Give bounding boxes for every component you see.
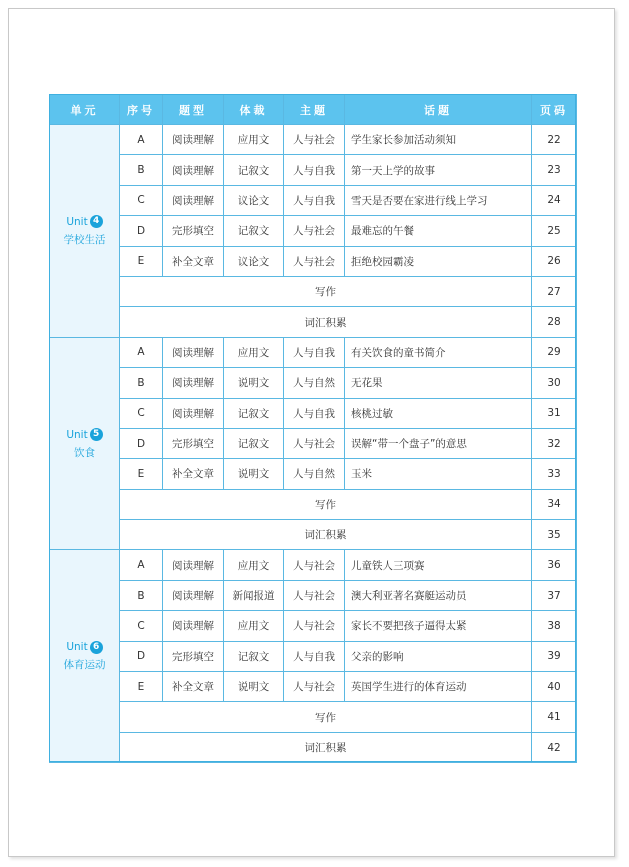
cell-index: D (120, 216, 163, 246)
unit-label: Unit (66, 428, 88, 441)
cell-genre: 议论文 (224, 246, 284, 276)
cell-index: B (120, 155, 163, 185)
cell-page: 38 (532, 611, 577, 641)
writing-label[interactable]: 写作 (120, 489, 532, 519)
cell-topic[interactable]: 核桃过敏 (345, 398, 532, 428)
cell-topic[interactable]: 误解“带一个盘子”的意思 (345, 428, 532, 458)
cell-topic[interactable]: 学生家长参加活动须知 (345, 125, 532, 155)
cell-theme: 人与自我 (284, 641, 345, 671)
table-row (50, 155, 577, 185)
unit-name: 饮食 (74, 446, 95, 459)
unit-heading (50, 426, 119, 444)
cell-topic[interactable]: 家长不要把孩子逼得太紧 (345, 611, 532, 641)
cell-type: 补全文章 (163, 672, 224, 702)
cell-index: A (120, 125, 163, 155)
cell-page: 32 (532, 428, 577, 458)
writing-label[interactable]: 写作 (120, 276, 532, 306)
cell-theme: 人与自我 (284, 185, 345, 215)
writing-label[interactable]: 写作 (120, 702, 532, 732)
cell-genre: 应用文 (224, 550, 284, 580)
cell-index: D (120, 641, 163, 671)
header-type: 题型 (163, 95, 224, 125)
header-genre: 体裁 (224, 95, 284, 125)
contents-table (49, 94, 577, 763)
cell-topic[interactable]: 无花果 (345, 368, 532, 398)
cell-topic[interactable]: 澳大利亚著名赛艇运动员 (345, 580, 532, 610)
table-row (50, 337, 577, 367)
cell-topic[interactable]: 最难忘的午餐 (345, 216, 532, 246)
writing-row (50, 702, 577, 732)
cell-page: 29 (532, 337, 577, 367)
cell-theme: 人与社会 (284, 246, 345, 276)
table-row (50, 216, 577, 246)
unit-heading (50, 213, 119, 231)
table-row (50, 611, 577, 641)
cell-index: E (120, 246, 163, 276)
header-topic: 话题 (345, 95, 532, 125)
cell-page: 37 (532, 580, 577, 610)
cell-theme: 人与社会 (284, 216, 345, 246)
cell-topic[interactable]: 儿童铁人三项赛 (345, 550, 532, 580)
unit-cell (50, 125, 120, 338)
unit-label: Unit (66, 215, 88, 228)
cell-topic[interactable]: 第一天上学的故事 (345, 155, 532, 185)
cell-type: 阅读理解 (163, 368, 224, 398)
cell-theme: 人与自我 (284, 155, 345, 185)
vocab-row (50, 520, 577, 550)
cell-genre: 记叙文 (224, 155, 284, 185)
cell-page: 36 (532, 550, 577, 580)
table-row (50, 641, 577, 671)
cell-topic[interactable]: 父亲的影响 (345, 641, 532, 671)
cell-genre: 应用文 (224, 337, 284, 367)
cell-topic[interactable]: 英国学生进行的体育运动 (345, 672, 532, 702)
cell-type: 阅读理解 (163, 155, 224, 185)
table-row (50, 580, 577, 610)
cell-index: D (120, 428, 163, 458)
header-page: 页码 (532, 95, 577, 125)
cell-index: A (120, 550, 163, 580)
vocab-row (50, 307, 577, 337)
cell-type: 阅读理解 (163, 398, 224, 428)
cell-page: 25 (532, 216, 577, 246)
cell-theme: 人与社会 (284, 428, 345, 458)
cell-theme: 人与自然 (284, 459, 345, 489)
cell-theme: 人与社会 (284, 580, 345, 610)
cell-index: E (120, 459, 163, 489)
vocab-page: 35 (532, 520, 577, 550)
table-header-row (50, 95, 577, 125)
vocab-page: 28 (532, 307, 577, 337)
cell-type: 阅读理解 (163, 337, 224, 367)
cell-type: 阅读理解 (163, 611, 224, 641)
cell-page: 40 (532, 672, 577, 702)
cell-genre: 说明文 (224, 459, 284, 489)
cell-theme: 人与自然 (284, 368, 345, 398)
table-row (50, 459, 577, 489)
cell-type: 补全文章 (163, 459, 224, 489)
cell-index: C (120, 185, 163, 215)
cell-topic[interactable]: 拒绝校园霸凌 (345, 246, 532, 276)
cell-type: 阅读理解 (163, 185, 224, 215)
cell-genre: 记叙文 (224, 428, 284, 458)
cell-type: 完形填空 (163, 428, 224, 458)
cell-index: A (120, 337, 163, 367)
cell-type: 阅读理解 (163, 125, 224, 155)
cell-type: 阅读理解 (163, 580, 224, 610)
cell-theme: 人与自我 (284, 337, 345, 367)
table-row (50, 368, 577, 398)
unit-heading (50, 638, 119, 656)
cell-topic[interactable]: 有关饮食的童书简介 (345, 337, 532, 367)
cell-theme: 人与社会 (284, 672, 345, 702)
cell-type: 完形填空 (163, 641, 224, 671)
cell-theme: 人与社会 (284, 125, 345, 155)
unit-number-badge: 5 (90, 428, 103, 441)
cell-genre: 议论文 (224, 185, 284, 215)
cell-index: E (120, 672, 163, 702)
vocab-label[interactable]: 词汇积累 (120, 520, 532, 550)
unit-name: 体育运动 (63, 659, 106, 672)
cell-topic[interactable]: 玉米 (345, 459, 532, 489)
cell-page: 26 (532, 246, 577, 276)
writing-page: 41 (532, 702, 577, 732)
cell-type: 完形填空 (163, 216, 224, 246)
cell-index: B (120, 580, 163, 610)
cell-page: 39 (532, 641, 577, 671)
cell-page: 23 (532, 155, 577, 185)
table-row (50, 672, 577, 702)
cell-page: 24 (532, 185, 577, 215)
writing-page: 34 (532, 489, 577, 519)
cell-genre: 说明文 (224, 672, 284, 702)
cell-index: B (120, 368, 163, 398)
vocab-label[interactable]: 词汇积累 (120, 307, 532, 337)
table-row (50, 428, 577, 458)
cell-genre: 记叙文 (224, 216, 284, 246)
table-row (50, 398, 577, 428)
cell-theme: 人与社会 (284, 611, 345, 641)
header-index: 序号 (120, 95, 163, 125)
cell-page: 22 (532, 125, 577, 155)
cell-index: C (120, 398, 163, 428)
cell-page: 33 (532, 459, 577, 489)
cell-genre: 应用文 (224, 611, 284, 641)
cell-type: 阅读理解 (163, 550, 224, 580)
cell-page: 30 (532, 368, 577, 398)
writing-row (50, 489, 577, 519)
unit-number-badge: 6 (90, 641, 103, 654)
unit-cell (50, 337, 120, 550)
cell-theme: 人与自我 (284, 398, 345, 428)
header-unit: 单元 (50, 95, 120, 125)
unit-label: Unit (66, 641, 88, 654)
cell-theme: 人与社会 (284, 550, 345, 580)
cell-genre: 应用文 (224, 125, 284, 155)
header-theme: 主题 (284, 95, 345, 125)
cell-genre: 记叙文 (224, 398, 284, 428)
cell-topic[interactable]: 雪天是否要在家进行线上学习 (345, 185, 532, 215)
cell-type: 补全文章 (163, 246, 224, 276)
vocab-page: 42 (532, 732, 577, 762)
cell-page: 31 (532, 398, 577, 428)
writing-page: 27 (532, 276, 577, 306)
table-row (50, 246, 577, 276)
cell-genre: 说明文 (224, 368, 284, 398)
table-row (50, 550, 577, 580)
cell-index: C (120, 611, 163, 641)
cell-genre: 记叙文 (224, 641, 284, 671)
unit-cell (50, 550, 120, 763)
table-row (50, 185, 577, 215)
table-row (50, 125, 577, 155)
cell-genre: 新闻报道 (224, 580, 284, 610)
unit-number-badge: 4 (90, 215, 103, 228)
unit-name: 学校生活 (63, 233, 106, 246)
vocab-label[interactable]: 词汇积累 (120, 732, 532, 762)
vocab-row (50, 732, 577, 762)
writing-row (50, 276, 577, 306)
